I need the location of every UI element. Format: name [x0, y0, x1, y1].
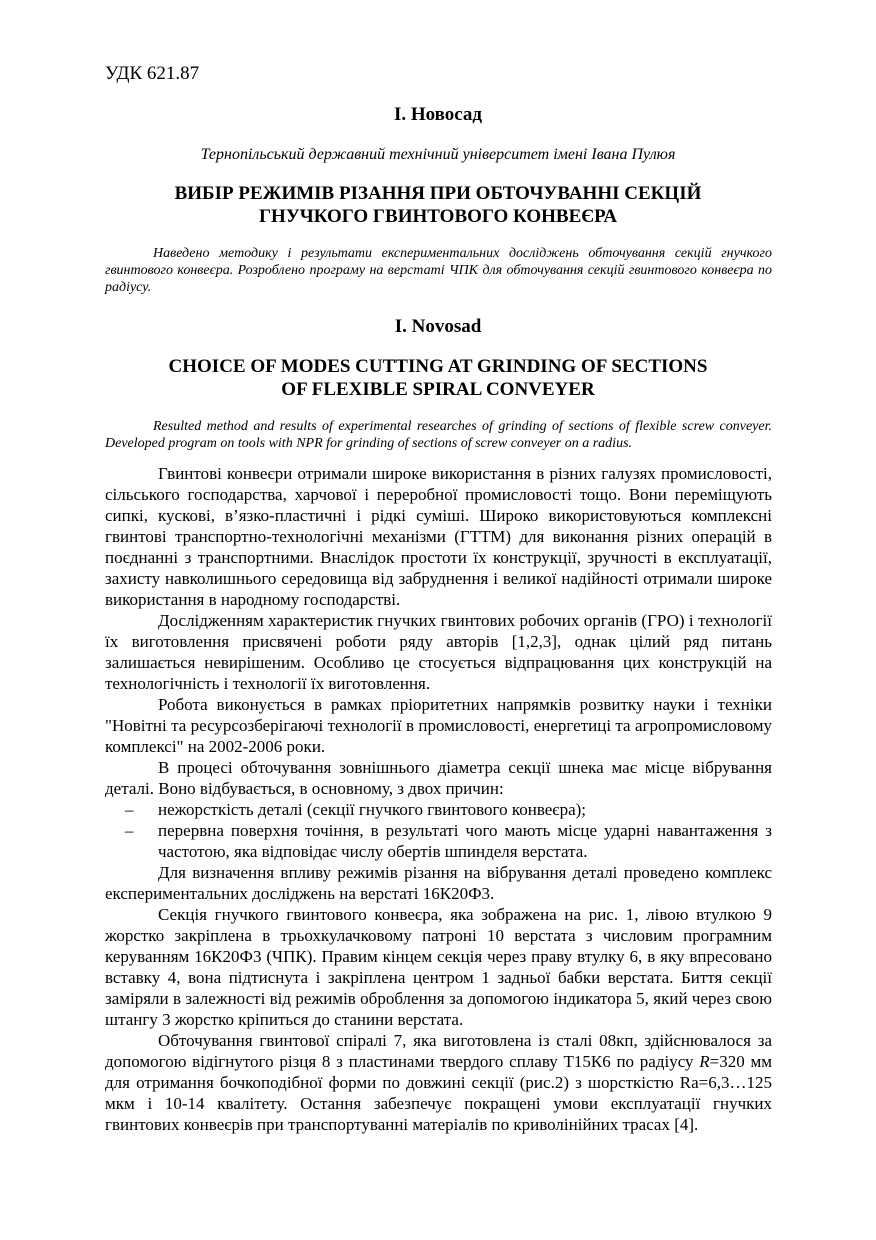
list-dash: – [125, 821, 134, 840]
paragraph-7-start: Обточування гвинтової спіралі 7, яка виготовлена із сталі 08кп, здійснювалося за допомогою відігнутого різця 8 з пластинами твердого сплаву Т15К6 по радіусу [105, 1031, 772, 1071]
paragraph-4: В процесі обточування зовнішнього діаметра секції шнека має місце вібрування деталі. Воно відбувається, в основному, з двох причин: [105, 758, 772, 798]
list-item [105, 799, 772, 820]
body-text [105, 463, 772, 1135]
radius-variable: R [699, 1052, 710, 1071]
author-en: I. Novosad [394, 316, 482, 337]
title-ua-line1: ВИБІР РЕЖИМІВ РІЗАННЯ ПРИ ОБТОЧУВАННІ СЕКЦІЙ [174, 183, 702, 204]
paragraph-1: Гвинтові конвеєри отримали широке використання в різних галузях промисловості, сільського господарства, харчової і переробної промисловості тощо. Вони переміщують сипкі, кускові, в’язко-пластичні і рідкі суміші. Широко використовуються комплексні гвинтові транспортно-технологічні механізми (ГТТМ) для виконання різних операцій в поєднанні з транспортними. Внаслідок простоти їх конструкції, зручності в експлуатації, захисту навколишнього середовища від забруднення і великої надійності отримали широке використання в народному господарстві. [105, 464, 772, 609]
title-en [0, 355, 876, 401]
list-dash: – [125, 800, 134, 819]
list-item-text: перервна поверхня точіння, в результаті чого мають місце ударні навантаження з частотою, яка відповідає числу обертів шпинделя верстата. [158, 821, 772, 861]
paragraph-6: Секція гнучкого гвинтового конвеєра, яка зображена на рис. 1, лівою втулкою 9 жорстко закріплена в трьохкулачковому патроні 10 верстата з числовим програмним керуванням 16К20Ф3 (ЧПК). Правим кінцем секція через праву втулку 6, в яку впресовано вставку 4, вона підтиснута і закріплена центром 1 задньої бабки верстата. Биття секції заміряли в залежності від режимів оброблення за допомогою індикатора 5, який через свою штангу 3 жорстко кріпиться до станини верстата. [105, 905, 772, 1029]
title-ua [0, 182, 876, 228]
udk-code: УДК 621.87 [105, 63, 200, 84]
affiliation-ua: Тернопільський державний технічний університет імені Івана Пулюя [200, 146, 676, 163]
title-en-line1: CHOICE OF MODES CUTTING AT GRINDING OF SECTIONS [168, 356, 708, 377]
paragraph-5: Для визначення впливу режимів різання на вібрування деталі проведено комплекс експериментальних досліджень на верстаті 16К20Ф3. [105, 863, 772, 903]
list-item [105, 820, 772, 862]
reasons-list [105, 799, 772, 862]
author-ua: І. Новосад [393, 104, 483, 125]
paragraph-3: Робота виконується в рамках пріоритетних напрямків розвитку науки і техніки "Новітні та ресурсозберігаючі технології в промисловості, енергетиці та агропромисловому комплексі" на 2002-2006 роки. [105, 695, 772, 756]
paragraph-7-end: =320 мм для отримання бочкоподібної форми по довжині секції (рис.2) з шорсткістю Ra=6,3…125 мкм і 10-14 квалітету. Остання забезпечує покращені умови експлуатації гнучких гвинтових конвеєрів при транспортуванні матеріалів по криволінійних трасах [4]. [105, 1052, 772, 1134]
title-ua-line2: ГНУЧКОГО ГВИНТОВОГО КОНВЕЄРА [258, 206, 618, 227]
paragraph-7 [105, 1030, 772, 1135]
abstract-en: Resulted method and results of experimental researches of grinding of sections of flexible screw conveyer. Developed program on tools with NPR for grinding of sections of screw conveyer on a radius. [105, 419, 772, 451]
abstract-ua: Наведено методику і результати експериментальних досліджень обточування секцій гнучкого гвинтового конвеєра. Розроблено програму на верстаті ЧПК для обточування секцій гвинтового конвеєра по радіусу. [105, 246, 772, 295]
paragraph-2: Дослідженням характеристик гнучких гвинтових робочих органів (ГРО) і технології їх виготовлення присвячені роботи ряду авторів [1,2,3], однак цілий ряд питань залишається невирішеним. Особливо це стосується відпрацювання цих конструкцій на технологічність і технології їх виготовлення. [105, 611, 772, 693]
list-item-text: нежорсткість деталі (секції гнучкого гвинтового конвеєра); [158, 800, 587, 819]
title-en-line2: OF FLEXIBLE SPIRAL CONVEYER [281, 379, 595, 400]
